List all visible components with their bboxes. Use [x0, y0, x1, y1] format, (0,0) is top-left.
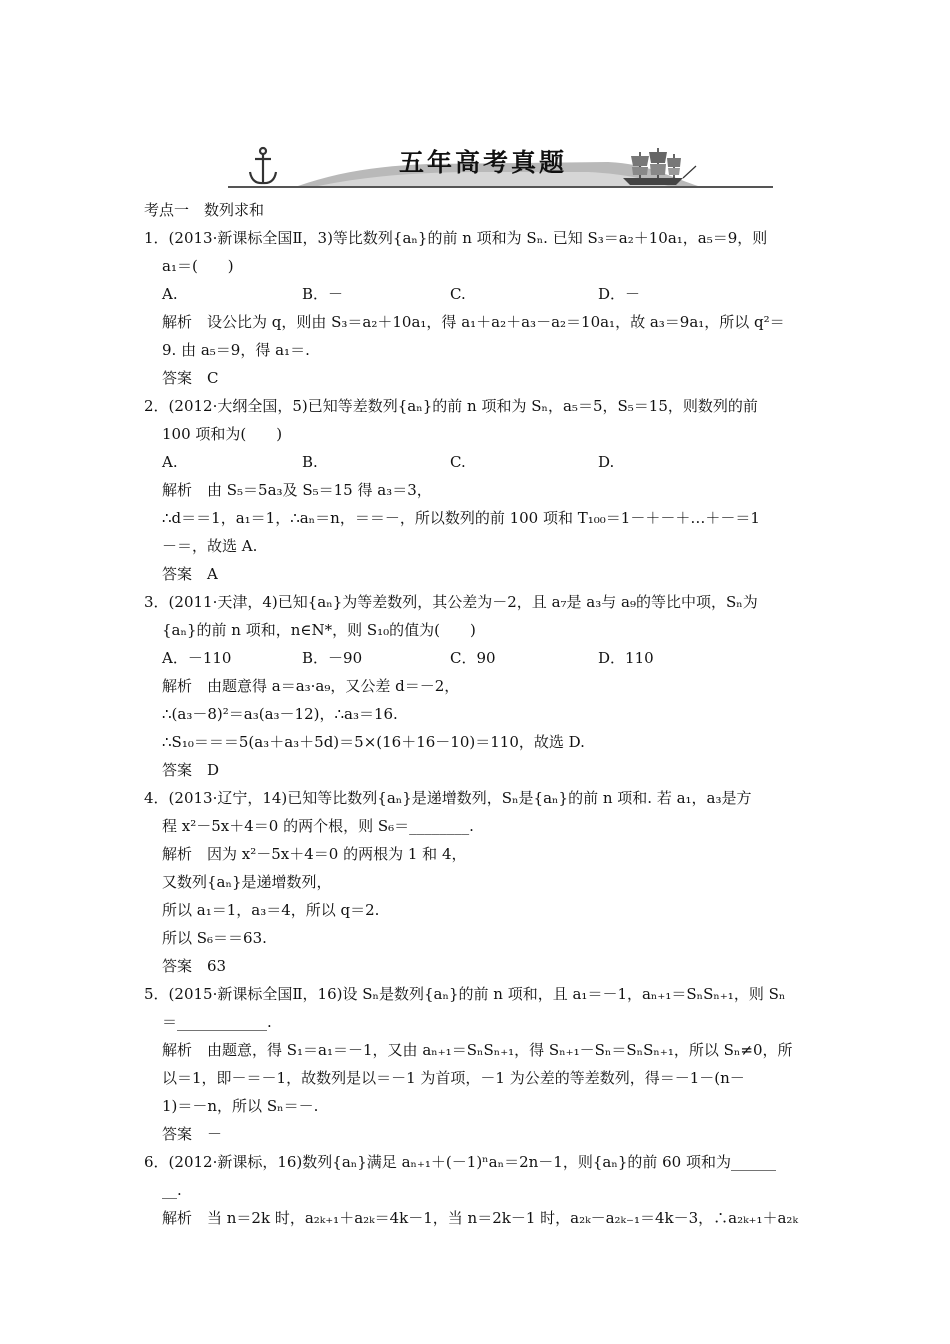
question-5-stem: 5．(2015·新课标全国Ⅱ，16)设 Sₙ是数列{aₙ}的前 n 项和，且 a₁＝－1，aₙ₊₁＝SₙSₙ₊₁，则 Sₙ [144, 985, 786, 1003]
question-5-solution: 解析 由题意，得 S₁＝a₁＝－1，又由 aₙ₊₁＝SₙSₙ₊₁，得 Sₙ₊₁－Sₙ＝SₙSₙ₊₁，所以 Sₙ≠0，所 [162, 1041, 793, 1059]
question-3-answer: 答案 D [162, 761, 220, 779]
question-4-stem-cont: 程 x²－5x＋4＝0 的两个根，则 S₆＝________. [162, 817, 474, 835]
question-3-options [144, 644, 814, 672]
question-6-solution: 解析 当 n＝2k 时，a₂ₖ₊₁＋a₂ₖ＝4k－1，当 n＝2k－1 时，a₂ₖ－a₂ₖ₋₁＝4k－3，∴a₂ₖ₊₁＋a₂ₖ [162, 1209, 798, 1227]
question-4-solution-cont: 又数列{aₙ}是递增数列， [162, 873, 332, 891]
option-c: C．90 [450, 649, 496, 667]
option-b: B. [302, 453, 318, 471]
question-1-solution: 解析 设公比为 q，则由 S₃＝a₂＋10a₁，得 a₁＋a₂＋a₃－a₂＝10a₁，故 a₃＝9a₁，所以 q²＝ [162, 313, 785, 331]
question-1-answer: 答案 C [162, 369, 219, 387]
option-d: D．110 [598, 649, 654, 667]
question-2-options [144, 448, 814, 476]
question-3-stem: 3．(2011·天津，4)已知{aₙ}为等差数列，其公差为－2，且 a₇是 a₃与 a₉的等比中项，Sₙ为 [144, 593, 758, 611]
question-1-stem: 1．(2013·新课标全国Ⅱ，3)等比数列{aₙ}的前 n 项和为 Sₙ. 已知 S₃＝a₂＋10a₁，a₅＝9，则 [144, 229, 768, 247]
question-4-answer: 答案 63 [162, 957, 227, 975]
document-body [144, 196, 814, 1232]
question-3-solution: 解析 由题意得 a＝a₃·a₉，又公差 d＝－2， [162, 677, 460, 695]
question-3-solution-cont: ∴S₁₀＝＝＝5(a₃＋a₃＋5d)＝5×(16＋16－10)＝110，故选 D. [162, 733, 585, 751]
question-2-stem: 2．(2012·大纲全国，5)已知等差数列{aₙ}的前 n 项和为 Sₙ，a₅＝5，S₅＝15，则数列的前 [144, 397, 758, 415]
question-2-answer: 答案 A [162, 565, 218, 583]
question-6-stem-cont: __. [162, 1181, 182, 1199]
question-4-stem: 4．(2013·辽宁，14)已知等比数列{aₙ}是递增数列，Sₙ是{aₙ}的前 n 项和. 若 a₁，a₃是方 [144, 789, 752, 807]
question-5-answer: 答案 － [162, 1125, 223, 1143]
question-2-stem-cont: 100 项和为( ) [162, 425, 283, 443]
option-b: B．－90 [302, 649, 363, 667]
option-a: A. [162, 285, 178, 303]
question-6-stem: 6．(2012·新课标，16)数列{aₙ}满足 aₙ₊₁＋(－1)ⁿaₙ＝2n－1，则{aₙ}的前 60 项和为______ [144, 1153, 776, 1171]
question-3-stem-cont: {aₙ}的前 n 项和，n∈N*，则 S₁₀的值为( ) [162, 621, 476, 639]
section-banner [228, 142, 773, 192]
option-d: D. [598, 453, 615, 471]
question-4-solution: 解析 因为 x²－5x＋4＝0 的两根为 1 和 4， [162, 845, 467, 863]
question-1-options [144, 280, 814, 308]
option-a: A. [162, 453, 178, 471]
question-1-stem-cont: a₁＝( ) [162, 257, 234, 275]
question-3-solution-cont: ∴(a₃－8)²＝a₃(a₃－12)，∴a₃＝16. [162, 705, 398, 723]
anchor-icon [250, 148, 276, 183]
question-5-solution-cont: 以＝1，即－＝－1，故数列是以＝－1 为首项，－1 为公差的等差数列，得＝－1－(n－ [162, 1069, 745, 1087]
question-2-solution: 解析 由 S₅＝5a₃及 S₅＝15 得 a₃＝3， [162, 481, 432, 499]
question-4-solution-cont: 所以 S₆＝＝63. [162, 929, 267, 947]
section-heading: 考点一 数列求和 [144, 201, 265, 219]
option-b: B．－ [302, 285, 344, 303]
option-c: C. [450, 285, 466, 303]
option-d: D．－ [598, 285, 641, 303]
question-2-solution-cont: ∴d＝＝1，a₁＝1，∴aₙ＝n，＝＝－，所以数列的前 100 项和 T₁₀₀＝1－＋－＋…＋－＝1 [162, 509, 760, 527]
banner-title: 五年高考真题 [398, 148, 567, 177]
question-5-solution-cont: 1)＝－n，所以 Sₙ＝－. [162, 1097, 319, 1115]
question-4-solution-cont: 所以 a₁＝1，a₃＝4，所以 q＝2. [162, 901, 380, 919]
option-c: C. [450, 453, 466, 471]
question-5-stem-cont: ＝____________. [162, 1013, 272, 1031]
question-1-solution-cont: 9. 由 a₅＝9，得 a₁＝. [162, 341, 310, 359]
question-2-solution-cont: －＝，故选 A. [162, 537, 258, 555]
option-a: A．－110 [162, 649, 232, 667]
